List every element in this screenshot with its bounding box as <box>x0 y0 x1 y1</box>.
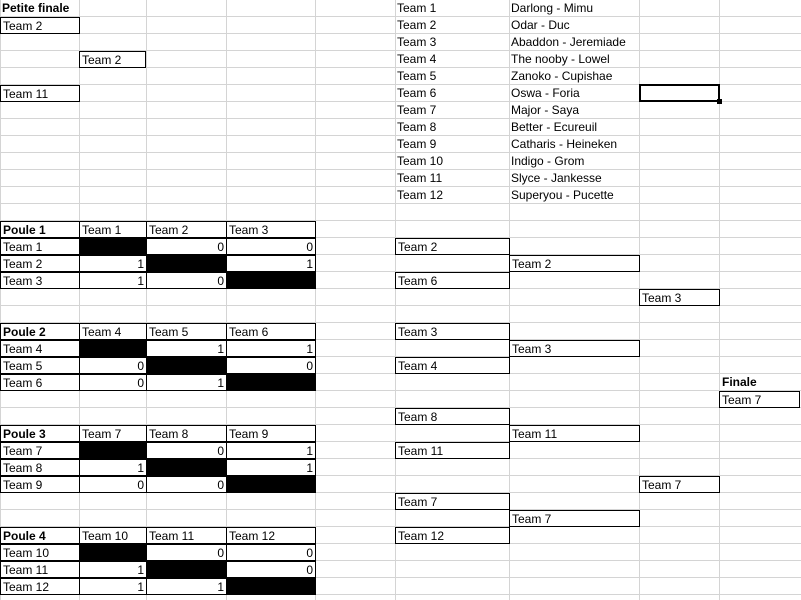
poule-blocked-cell <box>226 476 316 493</box>
poule-score-cell[interactable]: 1 <box>79 459 147 476</box>
poule-row-header[interactable]: Team 9 <box>0 476 80 493</box>
roster-team-players[interactable]: The nooby - Lowel <box>511 52 610 66</box>
roster-team-players[interactable]: Abaddon - Jeremiade <box>511 35 626 49</box>
poule-row-header[interactable]: Team 11 <box>0 561 80 578</box>
poule-column-header[interactable]: Team 6 <box>226 323 316 340</box>
poule-row-header[interactable]: Team 10 <box>0 544 80 561</box>
poule-score-cell[interactable]: 1 <box>226 340 316 357</box>
poule-score-cell[interactable]: 1 <box>226 255 316 272</box>
poule-score-cell[interactable]: 0 <box>79 357 147 374</box>
roster-team-name[interactable]: Team 5 <box>397 69 437 83</box>
petite-finale-title: Petite finale <box>2 1 70 15</box>
roster-team-name[interactable]: Team 11 <box>397 171 443 185</box>
poule-blocked-cell <box>146 561 227 578</box>
finale-title: Finale <box>722 375 757 389</box>
roster-team-name[interactable]: Team 12 <box>397 188 444 202</box>
quarter-final-winner[interactable]: Team 7 <box>509 510 640 527</box>
poule-score-cell[interactable]: 1 <box>146 578 227 595</box>
roster-team-name[interactable]: Team 8 <box>397 120 437 134</box>
poule-score-cell[interactable]: 0 <box>146 238 227 255</box>
poule-column-header[interactable]: Team 12 <box>226 527 316 544</box>
poule-score-cell[interactable]: 0 <box>226 238 316 255</box>
petite-finale-team-b[interactable]: Team 11 <box>0 85 80 102</box>
poule-blocked-cell <box>226 578 316 595</box>
poule-column-header[interactable]: Team 7 <box>79 425 147 442</box>
poule-score-cell[interactable]: 0 <box>226 357 316 374</box>
roster-team-name[interactable]: Team 7 <box>397 103 437 117</box>
poule-column-header[interactable]: Team 1 <box>79 221 147 238</box>
poule-blocked-cell <box>79 340 147 357</box>
roster-team-name[interactable]: Team 1 <box>397 1 437 15</box>
poule-blocked-cell <box>226 374 316 391</box>
roster-team-players[interactable]: Better - Ecureuil <box>511 120 598 134</box>
poule-row-header[interactable]: Team 12 <box>0 578 80 595</box>
quarter-final-team[interactable]: Team 2 <box>395 238 510 255</box>
poule-row-header[interactable]: Team 6 <box>0 374 80 391</box>
roster-team-players[interactable]: Superyou - Pucette <box>511 188 614 202</box>
poule-score-cell[interactable]: 1 <box>226 442 316 459</box>
poule-column-header[interactable]: Team 2 <box>146 221 227 238</box>
poule-blocked-cell <box>146 459 227 476</box>
roster-team-name[interactable]: Team 6 <box>397 86 437 100</box>
fill-handle[interactable] <box>717 99 722 104</box>
poule-row-header[interactable]: Team 3 <box>0 272 80 289</box>
poule-blocked-cell <box>79 442 147 459</box>
roster-team-name[interactable]: Team 2 <box>397 18 437 32</box>
poule-row-header[interactable]: Team 2 <box>0 255 80 272</box>
semi-final-winner[interactable]: Team 7 <box>639 476 720 493</box>
poule-score-cell[interactable]: 1 <box>79 578 147 595</box>
poule-score-cell[interactable]: 0 <box>79 374 147 391</box>
poule-score-cell[interactable]: 1 <box>79 272 147 289</box>
poule-title: Poule 3 <box>0 425 80 442</box>
quarter-final-winner[interactable]: Team 2 <box>509 255 640 272</box>
poule-score-cell[interactable]: 1 <box>79 255 147 272</box>
roster-team-players[interactable]: Slyce - Jankesse <box>511 171 602 185</box>
roster-team-players[interactable]: Darlong - Mimu <box>511 1 594 15</box>
poule-column-header[interactable]: Team 5 <box>146 323 227 340</box>
poule-score-cell[interactable]: 0 <box>226 561 316 578</box>
active-cell-selection[interactable] <box>639 84 720 102</box>
poule-column-header[interactable]: Team 3 <box>226 221 316 238</box>
quarter-final-winner[interactable]: Team 3 <box>509 340 640 357</box>
quarter-final-team[interactable]: Team 11 <box>395 442 510 459</box>
roster-team-players[interactable]: Zanoko - Cupishae <box>511 69 613 83</box>
poule-blocked-cell <box>79 238 147 255</box>
poule-score-cell[interactable]: 0 <box>146 476 227 493</box>
semi-final-winner[interactable]: Team 3 <box>639 289 720 306</box>
petite-finale-winner[interactable]: Team 2 <box>79 51 146 68</box>
petite-finale-team-a[interactable]: Team 2 <box>0 17 80 34</box>
roster-team-name[interactable]: Team 9 <box>397 137 437 151</box>
poule-score-cell[interactable]: 0 <box>79 476 147 493</box>
roster-team-players[interactable]: Indigo - Grom <box>511 154 585 168</box>
poule-row-header[interactable]: Team 4 <box>0 340 80 357</box>
poule-score-cell[interactable]: 1 <box>226 459 316 476</box>
quarter-final-team[interactable]: Team 4 <box>395 357 510 374</box>
poule-title: Poule 2 <box>0 323 80 340</box>
poule-score-cell[interactable]: 1 <box>146 340 227 357</box>
poule-score-cell[interactable]: 0 <box>146 272 227 289</box>
poule-blocked-cell <box>146 357 227 374</box>
poule-score-cell[interactable]: 0 <box>146 544 227 561</box>
roster-team-name[interactable]: Team 3 <box>397 35 437 49</box>
poule-blocked-cell <box>226 272 316 289</box>
poule-row-header[interactable]: Team 5 <box>0 357 80 374</box>
poule-row-header[interactable]: Team 8 <box>0 459 80 476</box>
quarter-final-team[interactable]: Team 12 <box>395 527 510 544</box>
poule-column-header[interactable]: Team 9 <box>226 425 316 442</box>
poule-score-cell[interactable]: 1 <box>146 374 227 391</box>
quarter-final-winner[interactable]: Team 11 <box>509 425 640 442</box>
roster-team-players[interactable]: Odar - Duc <box>511 18 570 32</box>
poule-column-header[interactable]: Team 10 <box>79 527 147 544</box>
quarter-final-team[interactable]: Team 7 <box>395 493 510 510</box>
poule-column-header[interactable]: Team 8 <box>146 425 227 442</box>
roster-team-name[interactable]: Team 4 <box>397 52 437 66</box>
roster-team-players[interactable]: Catharis - Heineken <box>511 137 618 151</box>
poule-title: Poule 1 <box>0 221 80 238</box>
quarter-final-team[interactable]: Team 8 <box>395 408 510 425</box>
poule-score-cell[interactable]: 1 <box>79 561 147 578</box>
poule-row-header[interactable]: Team 1 <box>0 238 80 255</box>
quarter-final-team[interactable]: Team 3 <box>395 323 510 340</box>
roster-team-players[interactable]: Major - Saya <box>511 103 580 117</box>
poule-blocked-cell <box>79 544 147 561</box>
roster-team-name[interactable]: Team 10 <box>397 154 444 168</box>
poule-row-header[interactable]: Team 7 <box>0 442 80 459</box>
roster-team-players[interactable]: Oswa - Foria <box>511 86 580 100</box>
poule-column-header[interactable]: Team 4 <box>79 323 147 340</box>
poule-column-header[interactable]: Team 11 <box>146 527 227 544</box>
quarter-final-team[interactable]: Team 6 <box>395 272 510 289</box>
poule-score-cell[interactable]: 0 <box>146 442 227 459</box>
poule-score-cell[interactable]: 0 <box>226 544 316 561</box>
champion[interactable]: Team 7 <box>719 391 800 408</box>
poule-title: Poule 4 <box>0 527 80 544</box>
poule-blocked-cell <box>146 255 227 272</box>
